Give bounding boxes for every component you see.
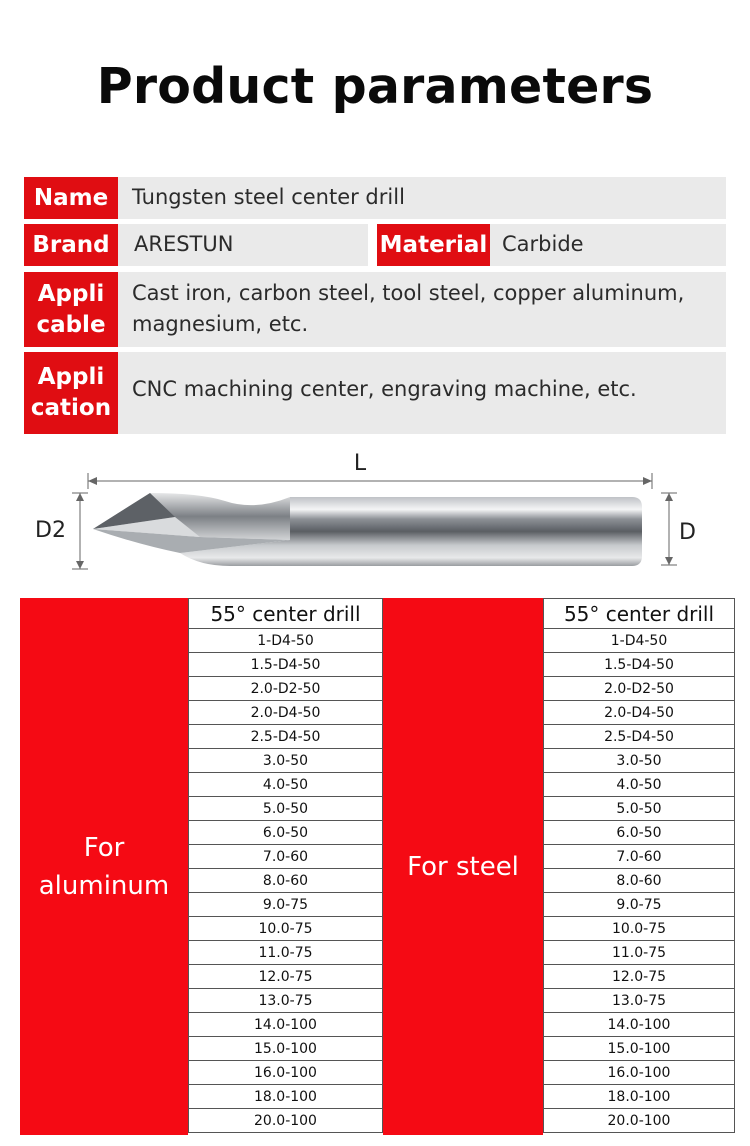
param-value-brand: ARESTUN: [134, 232, 234, 256]
table-cell: 8.0-60: [543, 869, 735, 893]
tip-diameter-label: D2: [35, 518, 66, 543]
table-cell: 4.0-50: [188, 773, 383, 797]
group-label-steel: For steel: [383, 598, 543, 1135]
drill-image: [93, 493, 642, 566]
table-cell: 1-D4-50: [188, 629, 383, 653]
param-label-name: Name: [24, 177, 118, 219]
param-label-applicable: [24, 272, 118, 347]
param-label-material: Material: [377, 224, 490, 266]
drill-diagram: [0, 445, 750, 595]
table-cell: 14.0-100: [543, 1013, 735, 1037]
column-header-aluminum: 55° center drill: [188, 598, 383, 629]
param-label-brand: Brand: [24, 224, 118, 266]
group-label-aluminum: [20, 598, 188, 1135]
table-cell: 10.0-75: [543, 917, 735, 941]
table-cell: 6.0-50: [543, 821, 735, 845]
column-header-steel: 55° center drill: [543, 598, 735, 629]
param-label-applicable-line1: Appli: [37, 280, 105, 307]
table-cell: 14.0-100: [188, 1013, 383, 1037]
param-value-application: CNC machining center, engraving machine, etc.: [132, 377, 637, 401]
param-value-name: Tungsten steel center drill: [132, 185, 405, 209]
table-cell: 20.0-100: [543, 1109, 735, 1133]
spec-table: [20, 598, 735, 1135]
table-cell: 2.0-D2-50: [188, 677, 383, 701]
table-cell: 16.0-100: [188, 1061, 383, 1085]
table-cell: 1-D4-50: [543, 629, 735, 653]
param-label-application-line2: cation: [30, 395, 112, 421]
length-label: L: [353, 451, 367, 476]
table-cell: 1.5-D4-50: [543, 653, 735, 677]
table-cell: 15.0-100: [188, 1037, 383, 1061]
table-cell: 7.0-60: [188, 845, 383, 869]
table-cell: 15.0-100: [543, 1037, 735, 1061]
length-arrow-left: [88, 477, 97, 485]
table-cell: 12.0-75: [188, 965, 383, 989]
param-value-applicable-line2: magnesium, etc.: [132, 312, 309, 336]
table-cell: 20.0-100: [188, 1109, 383, 1133]
table-cell: 2.0-D4-50: [188, 701, 383, 725]
param-row-brand: [24, 224, 368, 266]
table-cell: 1.5-D4-50: [188, 653, 383, 677]
param-row-application: [24, 352, 726, 434]
group-label-aluminum-line2: aluminum: [38, 870, 170, 901]
param-value-applicable-line1: Cast iron, carbon steel, tool steel, copper aluminum,: [132, 281, 685, 305]
table-cell: 16.0-100: [543, 1061, 735, 1085]
table-cell: 9.0-75: [188, 893, 383, 917]
table-cell: 2.5-D4-50: [543, 725, 735, 749]
table-cell: 11.0-75: [188, 941, 383, 965]
table-cell: 13.0-75: [543, 989, 735, 1013]
table-cell: 6.0-50: [188, 821, 383, 845]
table-cell: 4.0-50: [543, 773, 735, 797]
param-value-applicable: [132, 278, 684, 340]
length-arrow-right: [643, 477, 652, 485]
table-cell: 8.0-60: [188, 869, 383, 893]
table-cell: 2.0-D2-50: [543, 677, 735, 701]
table-cell: 10.0-75: [188, 917, 383, 941]
table-cell: 18.0-100: [188, 1085, 383, 1109]
table-cell: 5.0-50: [188, 797, 383, 821]
param-row-name: [24, 177, 726, 219]
shank-diameter-label: D: [679, 520, 696, 545]
param-label-applicable-line2: cable: [36, 311, 106, 338]
param-row-applicable: [24, 272, 726, 347]
param-value-material: Carbide: [502, 232, 584, 256]
table-cell: 5.0-50: [543, 797, 735, 821]
param-label-application: [24, 352, 118, 434]
table-cell: 3.0-50: [543, 749, 735, 773]
table-cell: 2.5-D4-50: [188, 725, 383, 749]
table-cell: 12.0-75: [543, 965, 735, 989]
table-cell: 2.0-D4-50: [543, 701, 735, 725]
size-column-aluminum: [188, 598, 383, 1133]
group-label-aluminum-line1: For: [83, 832, 125, 863]
table-cell: 18.0-100: [543, 1085, 735, 1109]
table-cell: 9.0-75: [543, 893, 735, 917]
table-cell: 7.0-60: [543, 845, 735, 869]
table-cell: 11.0-75: [543, 941, 735, 965]
table-cell: 3.0-50: [188, 749, 383, 773]
size-column-steel: [543, 598, 735, 1133]
param-label-application-line1: Appli: [37, 364, 105, 390]
table-cell: 13.0-75: [188, 989, 383, 1013]
page-title: Product parameters: [96, 58, 654, 115]
param-row-material: [377, 224, 726, 266]
